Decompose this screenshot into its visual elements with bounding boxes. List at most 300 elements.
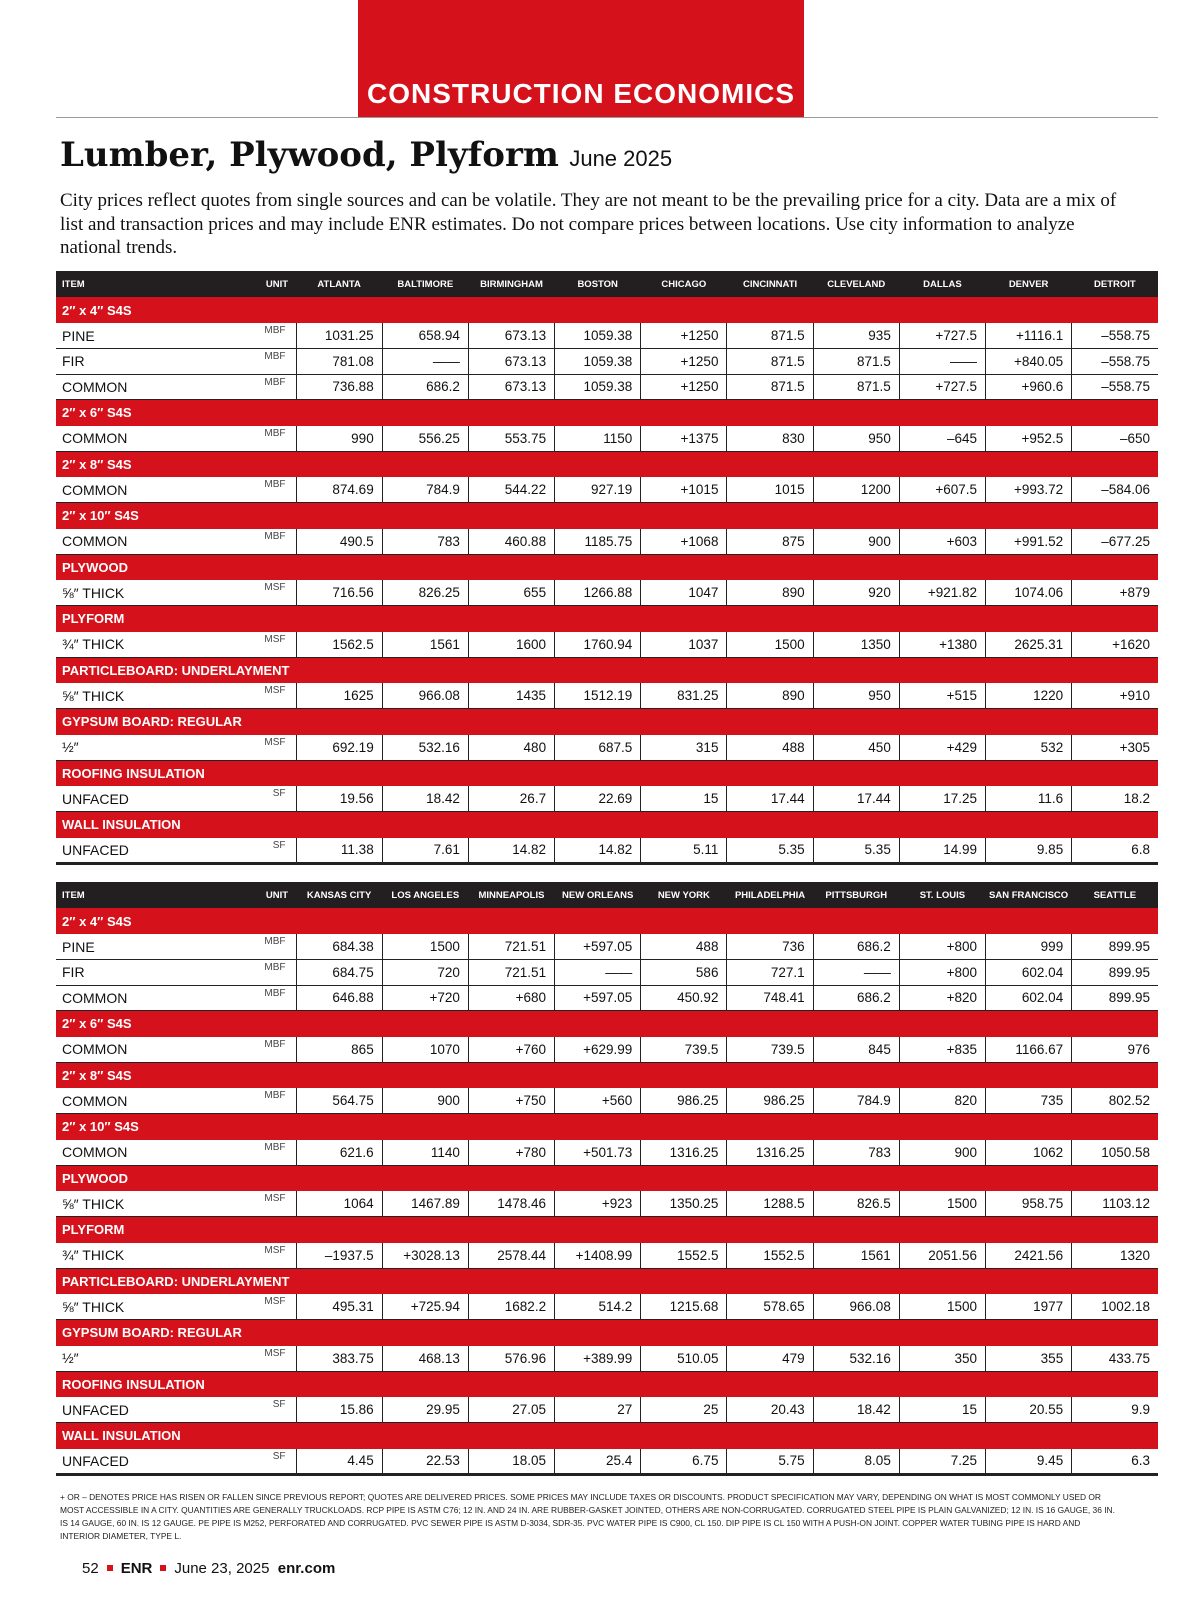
item-name: UNFACED — [56, 1449, 206, 1475]
table-row — [56, 1294, 1158, 1320]
column-header-city: LOS ANGELES — [391, 889, 460, 901]
price-cell: 871.5 — [727, 374, 813, 400]
section-banner — [358, 0, 804, 118]
price-cell: 874.69 — [296, 477, 382, 503]
category-row — [56, 297, 1158, 323]
column-header-city: MINNEAPOLIS — [478, 889, 545, 901]
table-row — [56, 426, 1158, 452]
price-cell: 1059.38 — [555, 323, 641, 349]
unit-label: MSF — [206, 1191, 296, 1217]
price-cell: –1937.5 — [296, 1243, 382, 1269]
unit-label: MBF — [206, 374, 296, 400]
price-cell: 950 — [813, 426, 899, 452]
table-row — [56, 960, 1158, 986]
price-cell: 514.2 — [555, 1294, 641, 1320]
price-cell: 966.08 — [813, 1294, 899, 1320]
price-cell: 986.25 — [727, 1088, 813, 1114]
price-cell: 25 — [641, 1397, 727, 1423]
price-cell: 1150 — [555, 426, 641, 452]
category-label: 2″ x 10″ S4S — [62, 508, 139, 524]
table-row — [56, 985, 1158, 1011]
price-cell: +780 — [468, 1140, 554, 1166]
price-cell: +389.99 — [555, 1346, 641, 1372]
price-cell: 1625 — [296, 683, 382, 709]
item-name: COMMON — [56, 1088, 206, 1114]
price-cell: 1215.68 — [641, 1294, 727, 1320]
price-cell: 26.7 — [468, 786, 554, 812]
price-cell: +923 — [555, 1191, 641, 1217]
price-cell: 686.2 — [813, 985, 899, 1011]
price-cell: +910 — [1072, 683, 1158, 709]
item-name: ⅝″ THICK — [56, 580, 206, 606]
table-row — [56, 477, 1158, 503]
price-cell: 783 — [813, 1140, 899, 1166]
price-cell: 1682.2 — [468, 1294, 554, 1320]
category-row — [56, 1217, 1158, 1243]
table-row — [56, 1346, 1158, 1372]
price-cell: 1185.75 — [555, 529, 641, 555]
price-cell: 1435 — [468, 683, 554, 709]
price-cell: 802.52 — [1072, 1088, 1158, 1114]
category-row — [56, 1268, 1158, 1294]
price-cell: 845 — [813, 1037, 899, 1063]
price-cell: 890 — [727, 683, 813, 709]
price-cell: 658.94 — [382, 323, 468, 349]
price-cell: –558.75 — [1072, 323, 1158, 349]
price-cell: 826.5 — [813, 1191, 899, 1217]
item-name: ½″ — [56, 1346, 206, 1372]
price-cell: 578.65 — [727, 1294, 813, 1320]
price-table-west — [56, 882, 1158, 1476]
price-cell: 784.9 — [813, 1088, 899, 1114]
price-cell: 1140 — [382, 1140, 468, 1166]
price-cell: 18.05 — [468, 1449, 554, 1475]
price-cell: 556.25 — [382, 426, 468, 452]
price-cell: 739.5 — [641, 1037, 727, 1063]
category-label: PARTICLEBOARD: UNDERLAYMENT — [62, 662, 290, 678]
price-cell: +1380 — [899, 632, 985, 658]
price-cell: 7.61 — [382, 838, 468, 864]
price-cell: 490.5 — [296, 529, 382, 555]
header-rule — [56, 117, 1158, 118]
price-cell: 920 — [813, 580, 899, 606]
price-cell: 875 — [727, 529, 813, 555]
price-cell: 5.11 — [641, 838, 727, 864]
price-cell: 1074.06 — [986, 580, 1072, 606]
price-cell: 9.9 — [1072, 1397, 1158, 1423]
price-cell: +960.6 — [986, 374, 1072, 400]
price-cell: +840.05 — [986, 349, 1072, 375]
category-row — [56, 657, 1158, 683]
price-cell: 783 — [382, 529, 468, 555]
column-header-city: KANSAS CITY — [306, 889, 372, 901]
unit-label: MBF — [206, 985, 296, 1011]
price-cell: –584.06 — [1072, 477, 1158, 503]
price-cell: 1512.19 — [555, 683, 641, 709]
price-cell: 1031.25 — [296, 323, 382, 349]
price-cell: –650 — [1072, 426, 1158, 452]
price-cell: 831.25 — [641, 683, 727, 709]
item-name: PINE — [56, 323, 206, 349]
price-cell: 315 — [641, 735, 727, 761]
price-cell: 2421.56 — [986, 1243, 1072, 1269]
column-header-city: DENVER — [1008, 278, 1049, 290]
unit-label: SF — [206, 1449, 296, 1475]
price-cell: 1500 — [899, 1294, 985, 1320]
price-cell: 830 — [727, 426, 813, 452]
price-cell: 19.56 — [296, 786, 382, 812]
price-cell: 495.31 — [296, 1294, 382, 1320]
price-cell: 871.5 — [813, 374, 899, 400]
price-cell: 14.99 — [899, 838, 985, 864]
category-row — [56, 1062, 1158, 1088]
price-cell: 15.86 — [296, 1397, 382, 1423]
price-cell: 2625.31 — [986, 632, 1072, 658]
price-cell: 900 — [899, 1140, 985, 1166]
price-cell: +727.5 — [899, 323, 985, 349]
unit-label: MBF — [206, 477, 296, 503]
price-cell: 716.56 — [296, 580, 382, 606]
price-cell: 966.08 — [382, 683, 468, 709]
price-cell: 721.51 — [468, 934, 554, 960]
column-header-city: PHILADELPHIA — [734, 889, 806, 901]
price-cell: 602.04 — [986, 960, 1072, 986]
price-cell: 673.13 — [468, 349, 554, 375]
price-cell: 692.19 — [296, 735, 382, 761]
price-cell: 1062 — [986, 1140, 1072, 1166]
category-row — [56, 606, 1158, 632]
price-cell: 1059.38 — [555, 349, 641, 375]
table-row — [56, 1243, 1158, 1269]
price-cell: +603 — [899, 529, 985, 555]
price-cell: +680 — [468, 985, 554, 1011]
price-cell: 720 — [382, 960, 468, 986]
category-row — [56, 1371, 1158, 1397]
price-cell: 871.5 — [727, 349, 813, 375]
category-label: PARTICLEBOARD: UNDERLAYMENT — [62, 1273, 290, 1289]
category-label: GYPSUM BOARD: REGULAR — [62, 1325, 242, 1341]
price-cell: —— — [813, 960, 899, 986]
table-row — [56, 349, 1158, 375]
price-cell: 18.2 — [1072, 786, 1158, 812]
table-row — [56, 1140, 1158, 1166]
price-cell: 18.42 — [382, 786, 468, 812]
price-cell: 820 — [899, 1088, 985, 1114]
page-number: 52 — [82, 1560, 99, 1577]
table-row — [56, 838, 1158, 864]
price-cell: 646.88 — [296, 985, 382, 1011]
price-cell: 727.1 — [727, 960, 813, 986]
table-row — [56, 1397, 1158, 1423]
price-cell: 736 — [727, 934, 813, 960]
price-cell: 1288.5 — [727, 1191, 813, 1217]
price-cell: 7.25 — [899, 1449, 985, 1475]
item-name: UNFACED — [56, 1397, 206, 1423]
column-header-city: CLEVELAND — [827, 278, 886, 290]
table-row — [56, 1449, 1158, 1475]
price-cell: 433.75 — [1072, 1346, 1158, 1372]
price-cell: +1116.1 — [986, 323, 1072, 349]
unit-label: MBF — [206, 1037, 296, 1063]
category-label: 2″ x 4″ S4S — [62, 302, 132, 318]
category-label: WALL INSULATION — [62, 817, 181, 833]
site-url[interactable]: enr.com — [277, 1560, 336, 1577]
column-header-city: ST. LOUIS — [919, 889, 966, 901]
separator-square — [160, 1565, 166, 1571]
price-cell: 15 — [641, 786, 727, 812]
price-cell: 684.38 — [296, 934, 382, 960]
price-cell: –677.25 — [1072, 529, 1158, 555]
price-cell: +429 — [899, 735, 985, 761]
brand-name: ENR — [120, 1560, 153, 1577]
table-row — [56, 683, 1158, 709]
column-header-city: SAN FRANCISCO — [989, 889, 1069, 901]
price-cell: 586 — [641, 960, 727, 986]
price-cell: +305 — [1072, 735, 1158, 761]
unit-label: MBF — [206, 960, 296, 986]
footnote: + OR – DENOTES PRICE HAS RISEN OR FALLEN SINCE PREVIOUS REPORT; QUOTES ARE DELIVERED PRICES. SOME PRICES MAY INCLUDE TAXES OR DISCOUNTS. PRODUCT SPECIFICATION MAY VARY, DEPENDING ON WHAT IS MOST COMMONLY USED OR MOST ACCESSIBLE IN A CITY. QUANTITIES ARE GENERALLY TRUCKLOADS. RCP PIPE IS ASTM C76; 12 IN. AND 24 IN. ARE RUBBER-GASKET JOINTED, OTHERS ARE NON-CORRUGATED. CORRUGATED STEEL PIPE IS PLAIN GALVANIZED; 12 IN. IS 16 GAUGE, 36 IN. IS 14 GAUGE, 60 IN. IS 12 GAUGE. PE PIPE IS M252, PERFORATED AND CORRUGATED. PVC SEWER PIPE IS ASTM D-3034, SDR-35. PVC WATER PIPE IS C900, CL 150. DIP PIPE IS CL 150 WITH A PUSH-ON JOINT. COPPER WATER TUBING PIPE IS HARD AND INTERIOR DIAMETER, TYPE L. — [60, 1492, 1115, 1541]
column-header-city: CINCINNATI — [742, 278, 798, 290]
price-cell: +515 — [899, 683, 985, 709]
price-cell: +800 — [899, 934, 985, 960]
price-cell: 900 — [813, 529, 899, 555]
price-cell: 900 — [382, 1088, 468, 1114]
price-cell: 1500 — [382, 934, 468, 960]
price-cell: +1015 — [641, 477, 727, 503]
price-cell: +501.73 — [555, 1140, 641, 1166]
price-cell: 17.25 — [899, 786, 985, 812]
price-cell: 721.51 — [468, 960, 554, 986]
category-row — [56, 503, 1158, 529]
item-name: ½″ — [56, 735, 206, 761]
price-cell: 1760.94 — [555, 632, 641, 658]
price-cell: 1500 — [899, 1191, 985, 1217]
unit-label: MSF — [206, 1346, 296, 1372]
category-label: 2″ x 8″ S4S — [62, 1067, 132, 1083]
table-row — [56, 529, 1158, 555]
price-cell: 748.41 — [727, 985, 813, 1011]
price-cell: –558.75 — [1072, 374, 1158, 400]
price-cell: 8.05 — [813, 1449, 899, 1475]
price-cell: +800 — [899, 960, 985, 986]
category-label: 2″ x 8″ S4S — [62, 456, 132, 472]
price-cell: 990 — [296, 426, 382, 452]
price-cell: 14.82 — [555, 838, 641, 864]
price-cell: 532 — [986, 735, 1072, 761]
price-cell: 350 — [899, 1346, 985, 1372]
price-cell: 655 — [468, 580, 554, 606]
item-name: UNFACED — [56, 838, 206, 864]
column-header-city: BIRMINGHAM — [480, 278, 543, 290]
column-header-city: CHICAGO — [661, 278, 707, 290]
price-cell: 27 — [555, 1397, 641, 1423]
price-cell: 18.42 — [813, 1397, 899, 1423]
table-row — [56, 580, 1158, 606]
price-cell: 1002.18 — [1072, 1294, 1158, 1320]
price-cell: 25.4 — [555, 1449, 641, 1475]
price-cell: 1350 — [813, 632, 899, 658]
price-cell: 1467.89 — [382, 1191, 468, 1217]
column-header-city: BOSTON — [577, 278, 618, 290]
price-cell: +921.82 — [899, 580, 985, 606]
price-table-east — [56, 271, 1158, 865]
table-row — [56, 934, 1158, 960]
price-cell: 2051.56 — [899, 1243, 985, 1269]
price-cell: +1250 — [641, 323, 727, 349]
issue-date: June 23, 2025 — [174, 1560, 270, 1577]
price-cell: 564.75 — [296, 1088, 382, 1114]
price-cell: 1350.25 — [641, 1191, 727, 1217]
price-cell: 1050.58 — [1072, 1140, 1158, 1166]
price-cell: 450 — [813, 735, 899, 761]
page-title — [60, 135, 672, 175]
item-name: ¾″ THICK — [56, 1243, 206, 1269]
price-cell: 1977 — [986, 1294, 1072, 1320]
price-cell: 1047 — [641, 580, 727, 606]
price-cell: 1562.5 — [296, 632, 382, 658]
price-cell: +879 — [1072, 580, 1158, 606]
price-cell: +3028.13 — [382, 1243, 468, 1269]
item-name: UNFACED — [56, 786, 206, 812]
price-cell: 784.9 — [382, 477, 468, 503]
category-row — [56, 812, 1158, 838]
item-name: FIR — [56, 349, 206, 375]
price-cell: 1561 — [382, 632, 468, 658]
price-cell: 1600 — [468, 632, 554, 658]
price-cell: 383.75 — [296, 1346, 382, 1372]
column-header-unit: UNIT — [265, 278, 289, 290]
price-cell: 1320 — [1072, 1243, 1158, 1269]
price-cell: 468.13 — [382, 1346, 468, 1372]
table-row — [56, 632, 1158, 658]
price-cell: 1103.12 — [1072, 1191, 1158, 1217]
price-cell: +1250 — [641, 374, 727, 400]
price-cell: 17.44 — [813, 786, 899, 812]
table-row — [56, 1037, 1158, 1063]
category-row — [56, 451, 1158, 477]
item-name: ⅝″ THICK — [56, 1191, 206, 1217]
price-cell: 602.04 — [986, 985, 1072, 1011]
price-cell: 17.44 — [727, 786, 813, 812]
price-cell: +835 — [899, 1037, 985, 1063]
price-cell: 1166.67 — [986, 1037, 1072, 1063]
price-cell: 14.82 — [468, 838, 554, 864]
column-header-city: PITTSBURGH — [825, 889, 888, 901]
category-label: ROOFING INSULATION — [62, 765, 205, 781]
price-cell: 976 — [1072, 1037, 1158, 1063]
price-cell: +560 — [555, 1088, 641, 1114]
category-row — [56, 400, 1158, 426]
price-cell: +727.5 — [899, 374, 985, 400]
item-name: ¾″ THICK — [56, 632, 206, 658]
price-cell: 1561 — [813, 1243, 899, 1269]
table-row — [56, 786, 1158, 812]
price-cell: 1552.5 — [641, 1243, 727, 1269]
price-cell: +725.94 — [382, 1294, 468, 1320]
unit-label: MBF — [206, 529, 296, 555]
price-cell: 6.75 — [641, 1449, 727, 1475]
price-cell: 9.85 — [986, 838, 1072, 864]
price-cell: —— — [382, 349, 468, 375]
price-cell: 532.16 — [382, 735, 468, 761]
price-cell: 5.35 — [813, 838, 899, 864]
price-cell: +991.52 — [986, 529, 1072, 555]
category-label: PLYWOOD — [62, 1170, 128, 1186]
unit-label: MSF — [206, 683, 296, 709]
item-name: COMMON — [56, 1140, 206, 1166]
price-cell: 871.5 — [813, 349, 899, 375]
price-cell: 935 — [813, 323, 899, 349]
price-cell: 736.88 — [296, 374, 382, 400]
price-cell: 22.53 — [382, 1449, 468, 1475]
price-cell: 686.2 — [382, 374, 468, 400]
page-footer — [82, 1560, 335, 1577]
unit-label: MBF — [206, 426, 296, 452]
unit-label: SF — [206, 1397, 296, 1423]
price-cell: 986.25 — [641, 1088, 727, 1114]
price-cell: 687.5 — [555, 735, 641, 761]
price-cell: +820 — [899, 985, 985, 1011]
price-cell: +1250 — [641, 349, 727, 375]
unit-label: MSF — [206, 580, 296, 606]
price-cell: 1316.25 — [727, 1140, 813, 1166]
unit-label: SF — [206, 786, 296, 812]
price-cell: 1220 — [986, 683, 1072, 709]
price-cell: 29.95 — [382, 1397, 468, 1423]
price-cell: 479 — [727, 1346, 813, 1372]
price-cell: 6.8 — [1072, 838, 1158, 864]
price-cell: 576.96 — [468, 1346, 554, 1372]
price-cell: 488 — [727, 735, 813, 761]
price-cell: 1500 — [727, 632, 813, 658]
column-header-city: DALLAS — [923, 278, 962, 290]
category-label: PLYFORM — [62, 611, 125, 627]
unit-label: MBF — [206, 323, 296, 349]
category-label: 2″ x 4″ S4S — [62, 913, 132, 929]
price-cell: –645 — [899, 426, 985, 452]
category-row — [56, 760, 1158, 786]
price-cell: 6.3 — [1072, 1449, 1158, 1475]
price-cell: 673.13 — [468, 323, 554, 349]
price-cell: 544.22 — [468, 477, 554, 503]
item-name: ⅝″ THICK — [56, 1294, 206, 1320]
category-label: GYPSUM BOARD: REGULAR — [62, 714, 242, 730]
price-cell: 11.38 — [296, 838, 382, 864]
table-header-row — [56, 882, 1158, 908]
category-row — [56, 1423, 1158, 1449]
price-cell: 9.45 — [986, 1449, 1072, 1475]
table-row — [56, 1191, 1158, 1217]
price-cell: 553.75 — [468, 426, 554, 452]
title-main: Lumber, Plywood, Plyform — [60, 135, 559, 175]
item-name: FIR — [56, 960, 206, 986]
category-label: PLYWOOD — [62, 559, 128, 575]
category-label: 2″ x 10″ S4S — [62, 1119, 139, 1135]
price-cell: 2578.44 — [468, 1243, 554, 1269]
price-cell: 4.45 — [296, 1449, 382, 1475]
unit-label: SF — [206, 838, 296, 864]
category-label: 2″ x 6″ S4S — [62, 1016, 132, 1032]
column-header-city: DETROIT — [1094, 278, 1136, 290]
price-cell: –558.75 — [1072, 349, 1158, 375]
price-cell: +720 — [382, 985, 468, 1011]
unit-label: MSF — [206, 632, 296, 658]
price-cell: +597.05 — [555, 934, 641, 960]
price-cell: +1068 — [641, 529, 727, 555]
column-header-city: SEATTLE — [1093, 889, 1137, 901]
price-cell: 950 — [813, 683, 899, 709]
unit-label: MSF — [206, 1294, 296, 1320]
